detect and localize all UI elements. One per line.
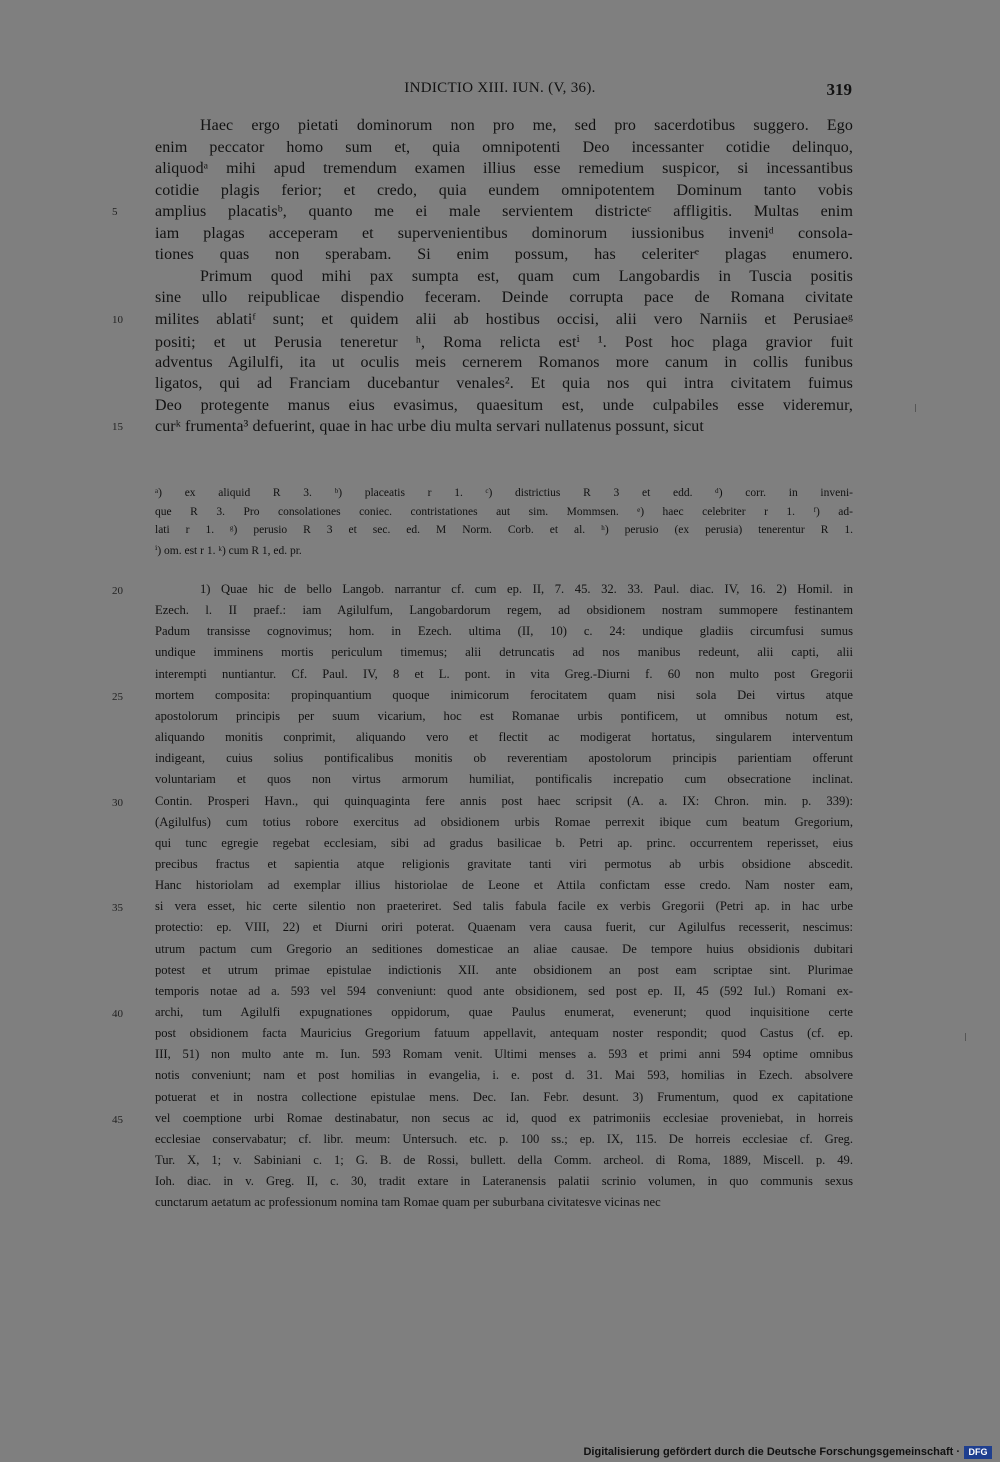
digitization-footer xyxy=(0,1446,1000,1462)
note-line: Ioh. diac. in v. Greg. II, c. 30, tradit extare in Lateranensis palatii scrinio volumen, in quo communis sexus xyxy=(155,1174,853,1189)
text-line: Primum quod mihi pax sumpta est, quam cum Langobardis in Tuscia positis xyxy=(200,267,853,285)
line-number: 35 xyxy=(112,902,123,915)
line-number: 40 xyxy=(112,1008,123,1020)
text-line: Deo protegente manus eius evasimus, quaesitum est, unde culpabiles esse videremur, xyxy=(155,396,853,414)
note-line: potest et utrum primae epistulae indictionis XII. ante obsidionem an post eam scriptae sint. Plurimae xyxy=(155,962,853,977)
line-number: 10 xyxy=(112,313,123,326)
line-number: 5 xyxy=(112,206,118,218)
note-line: apostolorum principis per suum vicarium, hoc est Romanae urbis pontificem, ut omnibus notum est, xyxy=(155,708,853,723)
text-line: iam plagas acceperam et supervenientibus dominorum iussionibus inveniᵈ consola- xyxy=(155,224,853,242)
text-line: ligatos, qui ad Franciam ducebantur venales². Et quia nos qui intra civitatem fuimus xyxy=(155,375,853,392)
page-number: 319 xyxy=(826,80,852,99)
note-line: 1) Quae hic de bello Langob. narrantur cf. cum ep. II, 7. 45. 32. 33. Paul. diac. IV, 16. 2) Homil. in xyxy=(200,582,853,596)
text-line: adventus Agilulfi, ita ut oculis meis cernerem Romanos more canum in collis funibus xyxy=(155,353,853,371)
text-line: aliquodᵃ mihi apud tremendum examen illius esse remedium suspicor, si incessantibus xyxy=(155,160,853,177)
note-line: aliquando monitis conprimit, aliquando vero et flectit ac modigerat hortatus, singularem interventum xyxy=(155,730,853,745)
note-line: Padum transisse cognovimus; hom. in Ezech. ultima (II, 10) c. 24: undique gladiis circumfusi sumus xyxy=(155,624,853,639)
apparatus-line: ᵃ) ex aliquid R 3. ᵇ) placeatis r 1. ᶜ) districtius R 3 et edd. ᵈ) corr. in inveni- xyxy=(155,487,853,499)
text-line: cotidie plagis ferior; et credo, quia eundem omnipotentem Dominum tanto vobis xyxy=(155,181,853,199)
apparatus-line: lati r 1. ᵍ) perusio R 3 et sec. ed. M Norm. Corb. et al. ʰ) perusio (ex perusia) tenerentur R 1. xyxy=(155,524,853,536)
note-line: archi, tum Agilulfi expugnationes oppidorum, quae Paulus enumerat, evenerunt; quod inquisitione certe xyxy=(155,1005,853,1019)
note-line: Contin. Prosperi Havn., qui quinquaginta fere annis post haec scripsit (A. a. IX: Chron. min. p. 339): xyxy=(155,793,853,808)
line-number: 25 xyxy=(112,690,123,703)
apparatus-line: que R 3. Pro consolationes coniec. contristationes aut sim. Mommsen. ᵉ) haec celebriter r 1. ᶠ) ad- xyxy=(155,505,853,518)
text-line: curᵏ frumenta³ defuerint, quae in hac urbe diu multa servari nullatenus possunt, sicut xyxy=(155,418,704,435)
text-line: positi; et ut Perusia teneretur ʰ, Roma relicta estⁱ ¹. Post hoc plaga gravior fuit xyxy=(155,334,853,351)
note-line: protectio: ep. VIII, 22) et Diurni oriri poterat. Quaenam vera causa fuerit, cur Agilulfus recesserit, nescimus: xyxy=(155,920,853,935)
note-line: Ezech. l. II praef.: iam Agilulfum, Langobardorum regem, ad obsidionem nostram summopere festinantem xyxy=(155,603,853,618)
note-line: post obsidionem facta Mauricius Gregorium fatuum appellavit, antequam noster respondit; quod Castus (cf. ep. xyxy=(155,1026,853,1041)
margin-mark xyxy=(915,404,916,412)
text-line: milites ablatiᶠ sunt; et quidem alii ab hostibus occisi, alii vero Narniis et Perusiaeᵍ xyxy=(155,310,853,328)
note-line: utrum pactum cum Gregorio an seditiones domesticae an aliae causae. De tempore huius obsidionis dubitari xyxy=(155,941,853,956)
margin-mark xyxy=(965,1033,966,1041)
note-line: Tur. X, 1; v. Sabiniani c. 1; G. B. de Rossi, bullett. della Comm. archeol. di Roma, 1889, Miscell. p. 49. xyxy=(155,1153,853,1168)
funding-credit: Digitalisierung gefördert durch die Deutsche Forschungsgemeinschaft · xyxy=(583,1446,960,1458)
line-number: 30 xyxy=(112,796,123,809)
note-line: vel coemptione urbi Romae destinabatur, non secus ac id, quod ex patrimoniis ecclesiae proveniebat, in horreis xyxy=(155,1110,853,1125)
note-line: ecclesiae conservabatur; cf. libr. meum: Untersuch. etc. p. 100 ss.; ep. IX, 115. De horreis ecclesiae cf. Greg. xyxy=(155,1131,853,1146)
text-line: tiones quas non sperabam. Si enim possum, has celeriterᵉ plagas enumero. xyxy=(155,246,853,263)
note-line: undique imminens mortis periculum timemus; alii detruncatis ad nos manibus redeunt, alii capti, alii xyxy=(155,645,853,660)
note-line: precibus fractus et sapientia atque religionis gravitate tanti viri permotus ab urbis obsidione abscedit. xyxy=(155,856,853,871)
note-line: indigeant, cuius solius pontificalibus monitis ob reverentiam apostolorum principis parientiam offerunt xyxy=(155,751,853,766)
line-number: 20 xyxy=(112,585,123,597)
note-line: qui tunc egregie regebat ecclesiam, sibi ad gradus basilicae b. Petri ap. princ. occurrentem reperisset, eius xyxy=(155,835,853,850)
note-line: voluntariam et quos non virtus armorum humiliat, pontificalis increpatio cum obsecratione inclinat. xyxy=(155,772,853,787)
note-line: Hanc historiolam ad exemplar illius historiolae de Leone et Attila confictam esse credo. Nam noster eam, xyxy=(155,878,853,893)
text-line: amplius placatisᵇ, quanto me ei male servientem districteᶜ affligitis. Multas enim xyxy=(155,203,853,220)
text-line: enim peccator homo sum et, quia omnipotenti Deo incessanter cotidie delinquo, xyxy=(155,138,853,156)
note-line: potuerat et in nostra collectione epistulae mens. Dec. Ian. Febr. desunt. 3) Frumentum, quod ex capitatione xyxy=(155,1089,853,1104)
note-line: interempti nuntiantur. Cf. Paul. IV, 8 et L. pont. in vita Greg.-Diurni f. 60 non multo post Gregorii xyxy=(155,666,853,681)
text-line: Haec ergo pietati dominorum non pro me, sed pro sacerdotibus suggero. Ego xyxy=(200,117,853,134)
line-number: 45 xyxy=(112,1113,123,1126)
note-line: mortem composita: propinquantium quoque inimicorum ferocitatem quam nisi sola Dei virtus atque xyxy=(155,687,853,702)
running-title: INDICTIO XIII. IUN. (V, 36). xyxy=(404,80,596,96)
note-line: temporis notae ad a. 593 vel 594 conveniunt: quod ante obsidionem, sed post ep. II, 45 (592 Iul.) Romani ex- xyxy=(155,983,853,998)
line-number: 15 xyxy=(112,421,123,433)
apparatus-line: ⁱ) om. est r 1. ᵏ) cum R 1, ed. pr. xyxy=(155,544,302,557)
note-line: cunctarum aetatum ac professionum nomina tam Romae quam per suburbana civitatesve vicinas nec xyxy=(155,1195,661,1210)
dfg-logo: DFG xyxy=(964,1446,992,1459)
note-line: si vera esset, hic certe silentio non praeteriret. Sed talis fabula facile ex verbis Gregorii (Petri ap. in hac urbe xyxy=(155,899,853,914)
running-header xyxy=(0,80,1000,104)
note-line: notis conveniunt; nam et post homilias in evangelia, i. e. post d. 31. Mai 593, homilias in Ezech. absolvere xyxy=(155,1068,853,1083)
note-line: III, 51) non multo ante m. Iun. 593 Romam venit. Ultimi menses a. 593 et primi anni 594 optime omnibus xyxy=(155,1047,853,1062)
note-line: (Agilulfus) cum totius robore exercitus ad obsidionem urbis Romae perrexit ibique cum beatum Gregorium, xyxy=(155,814,853,829)
text-line: sine ullo reipublicae dispendio feceram. Deinde corrupta pace de Romana civitate xyxy=(155,289,853,306)
